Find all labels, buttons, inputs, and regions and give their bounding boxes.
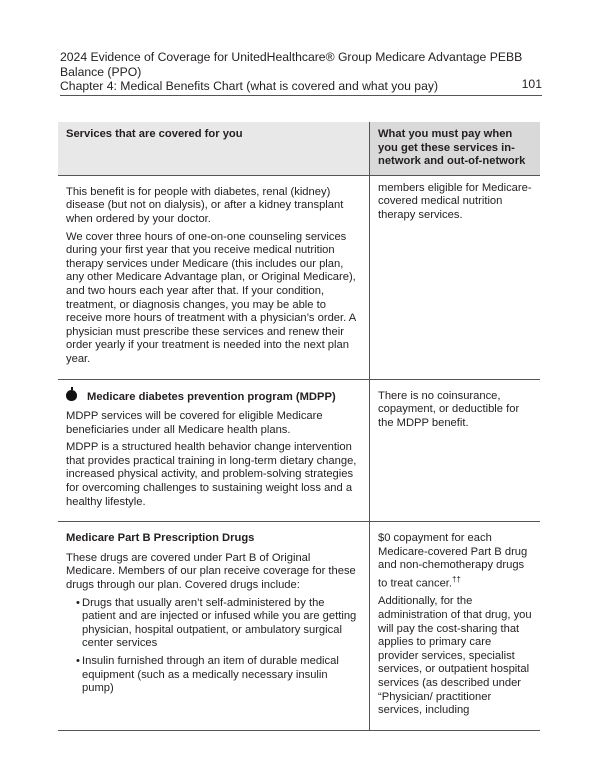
- row-text: MDPP is a structured health behavior change intervention that provides practical training in long-term dietary change, increased physical activity, and problem-solving strategies for overcoming challenges to sustaining weight loss and a healthy lifestyle.: [66, 441, 357, 508]
- cost-text: members eligible for Medicare-covered medical nutrition therapy services.: [378, 181, 532, 221]
- row-text: MDPP services will be covered for eligible Medicare beneficiaries under all Medicare health plans.: [66, 410, 323, 436]
- cost-text: There is no coinsurance, copayment, or deductible for the MDPP benefit.: [378, 389, 520, 429]
- row-text: These drugs are covered under Part B of Original Medicare. Members of our plan receive coverage for these drugs through our plan. Covered drugs include:: [66, 551, 356, 592]
- header-title: 2024 Evidence of Coverage for UnitedHealthcare® Group Medicare Advantage PEBB Balance (PPO): [60, 50, 523, 79]
- row-title: Medicare Part B Prescription Drugs: [66, 532, 255, 545]
- page-number: 101: [521, 77, 542, 91]
- table-row: [58, 379, 540, 522]
- header-divider: [60, 95, 542, 96]
- apple-icon: [66, 390, 77, 401]
- row-text: We cover three hours of one-on-one counseling services during your first year that you receive medical nutrition therapy services under Medicare (this includes our plan, any other Medicare Advantage plan, or Original Medicare), and two hours each year after that. If your condition, treatment, or diagnosis changes, you may be able to receive more hours of treatment with a physician’s order. A physician must prescribe these services and renew their order yearly if your treatment is needed into the next plan year.: [66, 230, 356, 365]
- list-item: • Insulin furnished through an item of durable medical equipment (such as a medically necessary insulin pump): [82, 655, 361, 696]
- row-text: This benefit is for people with diabetes, renal (kidney) disease (but not on dialysis), or after a kidney transplant when ordered by your doctor.: [66, 185, 344, 225]
- list-item: • Drugs that usually aren’t self-administered by the patient and are injected or infused while you are getting physician, hospital outpatient, or ambulatory surgical center services: [82, 597, 361, 651]
- footnote-mark: ††: [452, 575, 461, 585]
- table-header-row: [58, 122, 540, 175]
- document-header: [60, 50, 542, 94]
- row-title: Medicare diabetes prevention program (MDPP): [66, 390, 361, 405]
- header-chapter: Chapter 4: Medical Benefits Chart (what is covered and what you pay): [60, 79, 439, 93]
- col1-header: Services that are covered for you: [58, 122, 370, 175]
- drug-list: [66, 597, 361, 696]
- table-row: [58, 522, 540, 730]
- cost-text: Additionally, for the administration of that drug, you will pay the cost-sharing that applies to primary care provider services, specialist services, or outpatient hospital services (as described under “Physician/ practitioner services, including: [378, 595, 532, 717]
- table-row: [58, 175, 540, 379]
- col2-header: What you must pay when you get these services in-network and out-of-network: [370, 122, 541, 175]
- benefits-table: [58, 122, 540, 731]
- cost-text: $0 copayment for each Medicare-covered Part B drug and non-chemotherapy drugs to treat cancer.††: [378, 532, 528, 590]
